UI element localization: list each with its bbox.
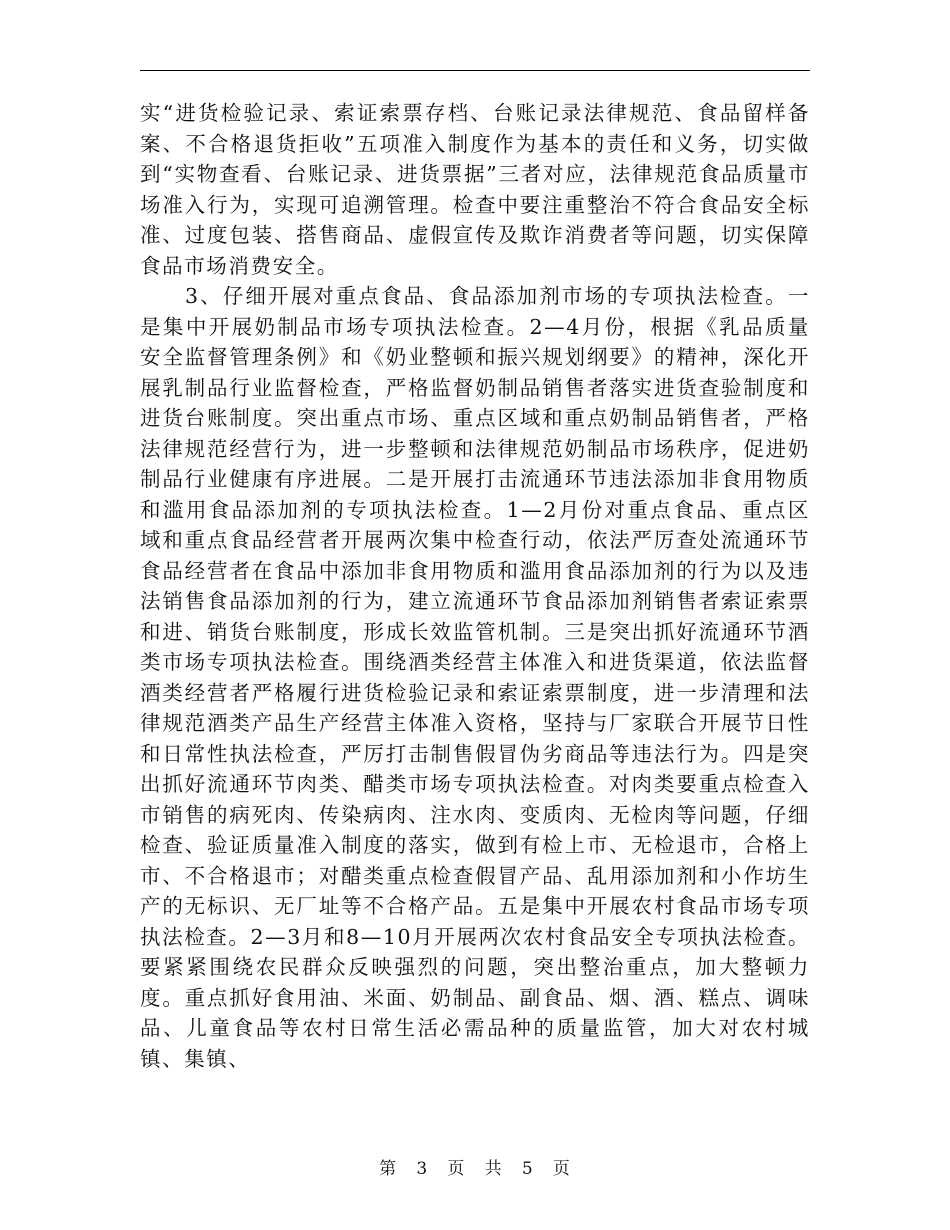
header-rule (140, 70, 810, 71)
footer-label-page-unit: 页 (447, 1159, 466, 1179)
footer-total-pages: 5 (521, 1159, 534, 1179)
paragraph-continued: 实“进货检验记录、索证索票存档、台账记录法律规范、食品留样备案、不合格退货拒收”五项准入制度作为基本的责任和义务，切实做到“实物查看、台账记录、进货票据”三者对应，法律规范食品质量市场准入行为，实现可追溯管理。检查中要注重整治不符合食品安全标准、过度包装、搭售商品、虚假宣传及欺诈消费者等问题，切实保障食品市场消费安全。 (140, 101, 810, 278)
footer-page-number: 3 (416, 1159, 429, 1179)
page-footer (0, 1154, 950, 1179)
document-body (140, 98, 810, 1074)
footer-label-total-unit: 页 (552, 1159, 571, 1179)
footer-label-page: 第 (379, 1159, 398, 1179)
footer-label-total: 共 (484, 1159, 503, 1179)
paragraph-section-3: 3、仔细开展对重点食品、食品添加剂市场的专项执法检查。一是集中开展奶制品市场专项执法检查。2—4月份，根据《乳品质量安全监督管理条例》和《奶业整顿和振兴规划纲要》的精神，深化开展乳制品行业监督检查，严格监督奶制品销售者落实进货查验制度和进货台账制度。突出重点市场、重点区域和重点奶制品销售者，严格法律规范经营行为，进一步整顿和法律规范奶制品市场秩序，促进奶制品行业健康有序进展。二是开展打击流通环节违法添加非食用物质和滥用食品添加剂的专项执法检查。1—2月份对重点食品、重点区域和重点食品经营者开展两次集中检查行动，依法严厉查处流通环节食品经营者在食品中添加非食用物质和滥用食品添加剂的行为以及违法销售食品添加剂的行为，建立流通环节食品添加剂销售者索证索票和进、销货台账制度，形成长效监管机制。三是突出抓好流通环节酒类市场专项执法检查。围绕酒类经营主体准入和进货渠道，依法监督酒类经营者严格履行进货检验记录和索证索票制度，进一步清理和法律规范酒类产品生产经营主体准入资格，坚持与厂家联合开展节日性和日常性执法检查，严厉打击制售假冒伪劣商品等违法行为。四是突出抓好流通环节肉类、醋类市场专项执法检查。对肉类要重点检查入市销售的病死肉、传染病肉、注水肉、变质肉、无检肉等问题，仔细检查、验证质量准入制度的落实，做到有检上市、无检退市，合格上市、不合格退市；对醋类重点检查假冒产品、乱用添加剂和小作坊生产的无标识、无厂址等不合格产品。五是集中开展农村食品市场专项执法检查。2—3月和8—10月开展两次农村食品安全专项执法检查。要紧紧围绕农民群众反映强烈的问题，突出整治重点，加大整顿力度。重点抓好食用油、米面、奶制品、副食品、烟、酒、糕点、调味品、儿童食品等农村日常生活必需品种的质量监管，加大对农村城镇、集镇、 (140, 284, 810, 1071)
